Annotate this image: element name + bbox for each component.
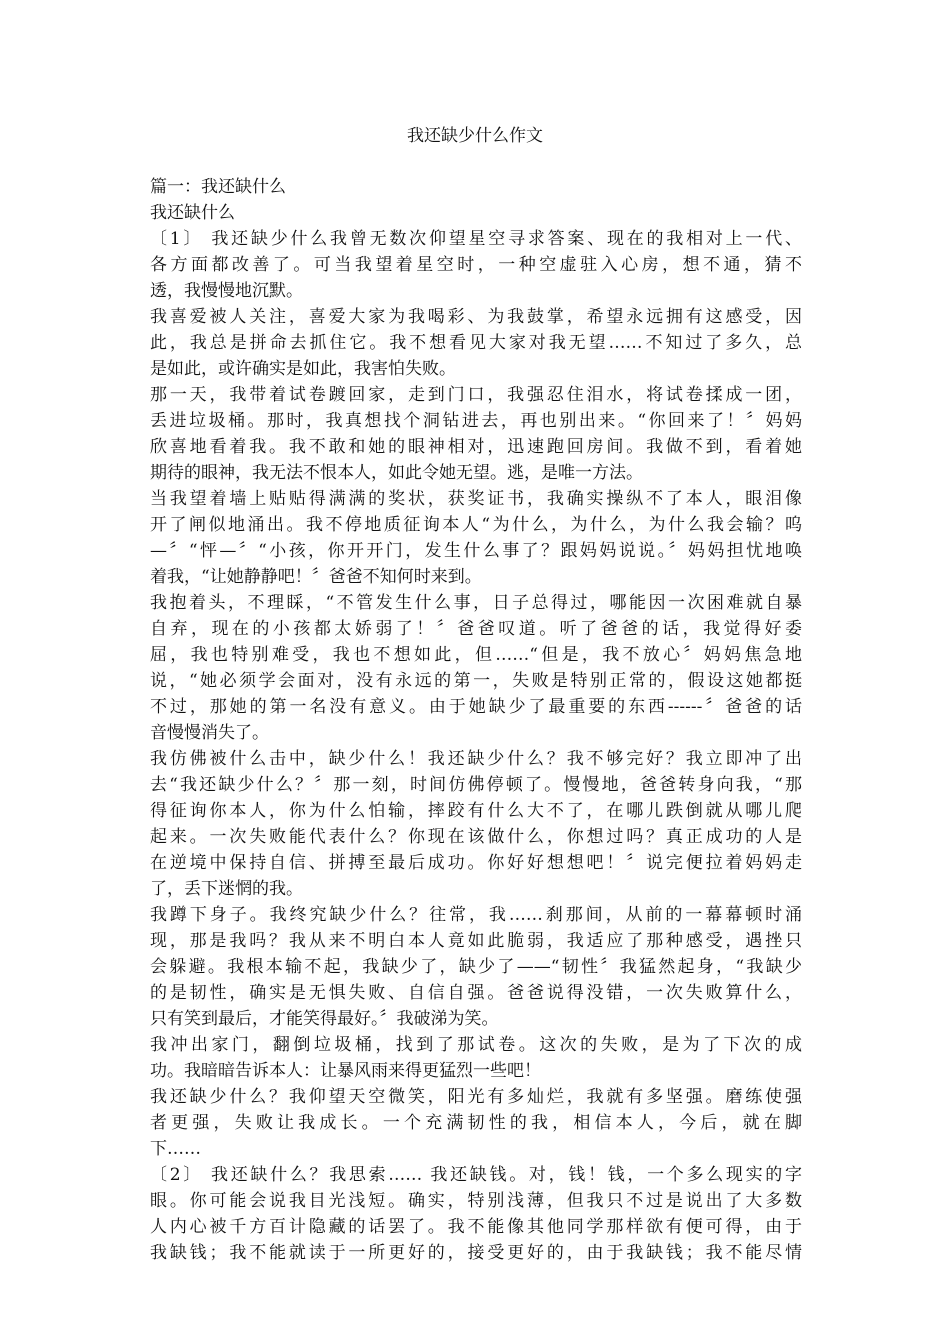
text-line: 各方面都改善了。可当我望着星空时，一种空虚驻入心房，想不通，猜不: [150, 255, 802, 275]
text-line: 在逆境中保持自信、拼搏至最后成功。你好好想想吧！〞说完便拉着妈妈走: [150, 853, 802, 873]
text-line: 我还缺少什么？我仰望天空微笑，阳光有多灿烂，我就有多坚强。磨练使强: [150, 1087, 802, 1107]
text-line: 现，那是我吗？我从来不明白本人竟如此脆弱，我适应了那种感受，遇挫只: [150, 931, 802, 951]
text-line: 我还缺什么: [150, 203, 235, 223]
text-line: 会躲避。我根本输不起，我缺少了，缺少了——“韧性〞我猛然起身，“我缺少: [150, 957, 802, 977]
document-body: [150, 174, 802, 1266]
text-line: 当我望着墙上贴贴得满满的奖状，获奖证书，我确实操纵不了本人，眼泪像: [150, 489, 802, 509]
text-line: 的是韧性，确实是无惧失败、自信自强。爸爸说得没错，一次失败算什么，: [150, 983, 802, 1003]
text-line: 眼。你可能会说我目光浅短。确实，特别浅薄，但我只不过是说出了大多数: [150, 1191, 802, 1211]
text-line: 我缺钱；我不能就读于一所更好的，接受更好的，由于我缺钱；我不能尽情: [150, 1243, 802, 1263]
text-line: 者更强，失败让我成长。一个充满韧性的我，相信本人，今后，就在脚: [150, 1113, 802, 1133]
text-line: 我仿佛被什么击中，缺少什么！我还缺少什么？我不够完好？我立即冲了出: [150, 749, 802, 769]
text-line: 丢进垃圾桶。那时，我真想找个洞钻进去，再也别出来。“你回来了！〞妈妈: [150, 411, 802, 431]
text-line: 了，丢下迷惘的我。: [150, 879, 303, 899]
text-line: 我冲出家门，翻倒垃圾桶，找到了那试卷。这次的失败，是为了下次的成: [150, 1035, 802, 1055]
text-line: 起来。一次失败能代表什么？你现在该做什么，你想过吗？真正成功的人是: [150, 827, 802, 847]
text-line: 期待的眼神，我无法不恨本人，如此令她无望。逃，是唯一方法。: [150, 463, 643, 483]
text-line: 人内心被千方百计隐藏的话罢了。我不能像其他同学那样欲有便可得，由于: [150, 1217, 802, 1237]
text-line: 说，“她必须学会面对，没有永远的第一，失败是特别正常的，假设这她都挺: [150, 671, 802, 691]
text-line: 音慢慢消失了。: [150, 723, 269, 743]
text-line: 不过，那她的第一名没有意义。由于她缺少了最重要的东西------〞爸爸的话: [150, 697, 802, 717]
text-line: 透，我慢慢地沉默。: [150, 281, 303, 301]
text-line: 是如此，或许确实是如此，我害怕失败。: [150, 359, 456, 379]
text-line: 那一天，我带着试卷踱回家，走到门口，我强忍住泪水，将试卷揉成一团，: [150, 385, 802, 405]
text-line: 我喜爱被人关注，喜爱大家为我喝彩、为我鼓掌，希望永远拥有这感受，因: [150, 307, 802, 327]
document-title: 我还缺少什么作文: [407, 126, 543, 146]
text-line: 篇一：我还缺什么: [150, 177, 286, 197]
text-line: 只有笑到最后，才能笑得最好。〞我破涕为笑。: [150, 1009, 499, 1029]
text-line: 屈，我也特别难受，我也不想如此，但……“但是，我不放心〞妈妈焦急地: [150, 645, 802, 665]
text-line: 去“我还缺少什么？〞那一刻，时间仿佛停顿了。慢慢地，爸爸转身向我，“那: [150, 775, 802, 795]
text-line: 开了闸似地涌出。我不停地质征询本人“为什么，为什么，为什么我会输？呜: [150, 515, 802, 535]
text-line: 我蹲下身子。我终究缺少什么？往常，我……刹那间，从前的一幕幕顿时涌: [150, 905, 802, 925]
text-line: 下……: [150, 1139, 201, 1159]
text-line: 此，我总是拼命去抓住它。我不想看见大家对我无望……不知过了多久，总: [150, 333, 802, 353]
text-line: 功。我暗暗告诉本人：让暴风雨来得更猛烈一些吧！: [150, 1061, 541, 1081]
text-line: 〔1〕 我还缺少什么我曾无数次仰望星空寻求答案、现在的我相对上一代、: [150, 229, 802, 249]
text-line: 欣喜地看着我。我不敢和她的眼神相对，迅速跑回房间。我做不到，看着她: [150, 437, 802, 457]
text-line: 自弃，现在的小孩都太娇弱了！〞爸爸叹道。听了爸爸的话，我觉得好委: [150, 619, 802, 639]
text-line: —〞“怦—〞“小孩，你开开门，发生什么事了？跟妈妈说说。〞妈妈担忧地唤: [150, 541, 802, 561]
text-line: 我抱着头，不理睬，“不管发生什么事，日子总得过，哪能因一次困难就自暴: [150, 593, 802, 613]
text-line: 着我，“让她静静吧！〞爸爸不知何时来到。: [150, 567, 482, 587]
text-line: 〔2〕 我还缺什么？我思索…… 我还缺钱。对，钱！钱，一个多么现实的字: [150, 1165, 802, 1185]
text-line: 得征询你本人，你为什么怕输，摔跤有什么大不了，在哪儿跌倒就从哪儿爬: [150, 801, 802, 821]
